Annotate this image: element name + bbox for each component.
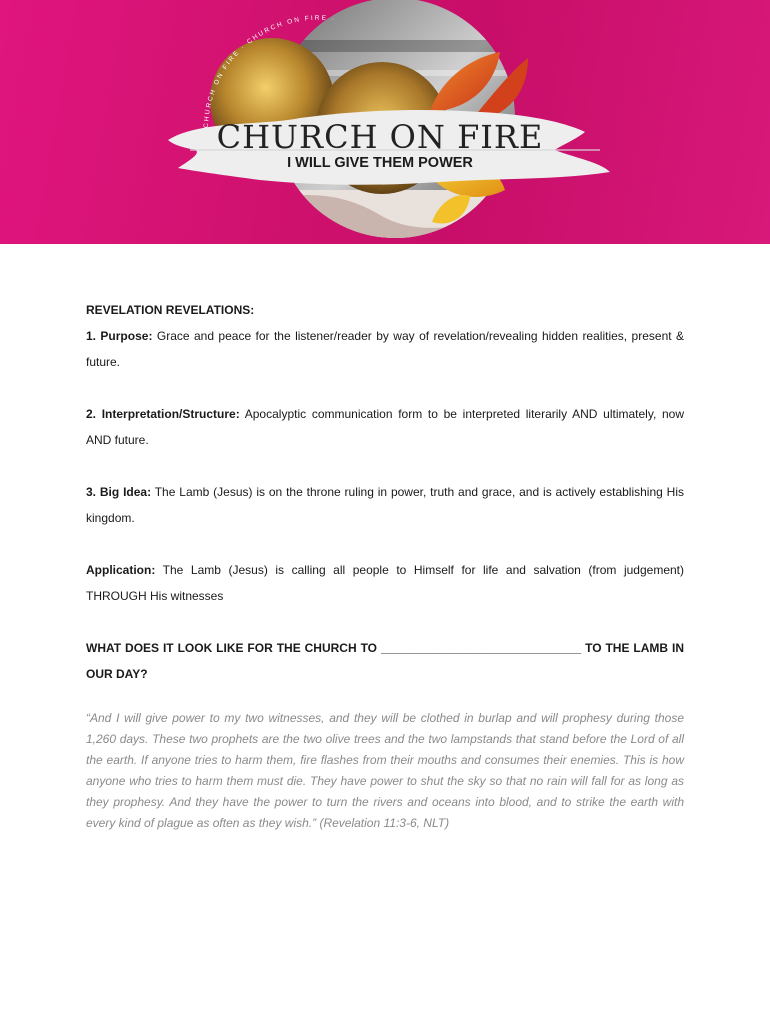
big-idea-paragraph — [86, 479, 684, 531]
purpose-text: Grace and peace for the listener/reader by way of revelation/revealing hidden realities, present & future. — [86, 329, 685, 369]
document-body — [86, 297, 684, 834]
banner-title: CHURCH ON FIRE — [216, 118, 544, 156]
interpretation-label: 2. Interpretation/Structure: — [86, 407, 240, 421]
purpose-label: 1. Purpose: — [86, 329, 153, 343]
big-idea-text: The Lamb (Jesus) is on the throne ruling in power, truth and grace, and is actively establishing His kingdom. — [86, 485, 685, 525]
banner-subtitle: I WILL GIVE THEM POWER — [287, 155, 473, 171]
ring-text: CHURCH ON FIRE · CHURCH ON FIRE · — [202, 14, 337, 129]
application-text: The Lamb (Jesus) is calling all people to Himself for life and salvation (from judgement) THROUGH His witnesses — [86, 563, 684, 603]
application-paragraph — [86, 557, 684, 609]
big-idea-label: 3. Big Idea: — [86, 485, 152, 499]
scripture-quote: “And I will give power to my two witnesses, and they will be clothed in burlap and will prophesy during those 1,260 days. These two prophets are the two olive trees and the two lampstands that stand before the Lord of all the earth. If anyone tries to harm them, fire flashes from their mouths and consumes their enemies. This is how anyone who tries to harm them must die. They have power to shut the sky so that no rain will fall for as long as they prophesy. And they have the power to turn the rivers and oceans into blood, and to strike the earth with every kind of plague as often as they wish.” (Revelation 11:3-6, NLT) — [86, 711, 684, 830]
purpose-paragraph — [86, 323, 684, 375]
question-heading: WHAT DOES IT LOOK LIKE FOR THE CHURCH TO ______________________________ TO THE LAMB IN OUR DAY? — [86, 641, 684, 681]
interpretation-text: Apocalyptic communication form to be interpreted literarily AND ultimately, now AND future. — [86, 407, 684, 447]
interpretation-paragraph — [86, 401, 684, 453]
header-banner — [0, 0, 770, 244]
application-label: Application: — [86, 563, 156, 577]
section-heading: REVELATION REVELATIONS: — [86, 303, 255, 317]
